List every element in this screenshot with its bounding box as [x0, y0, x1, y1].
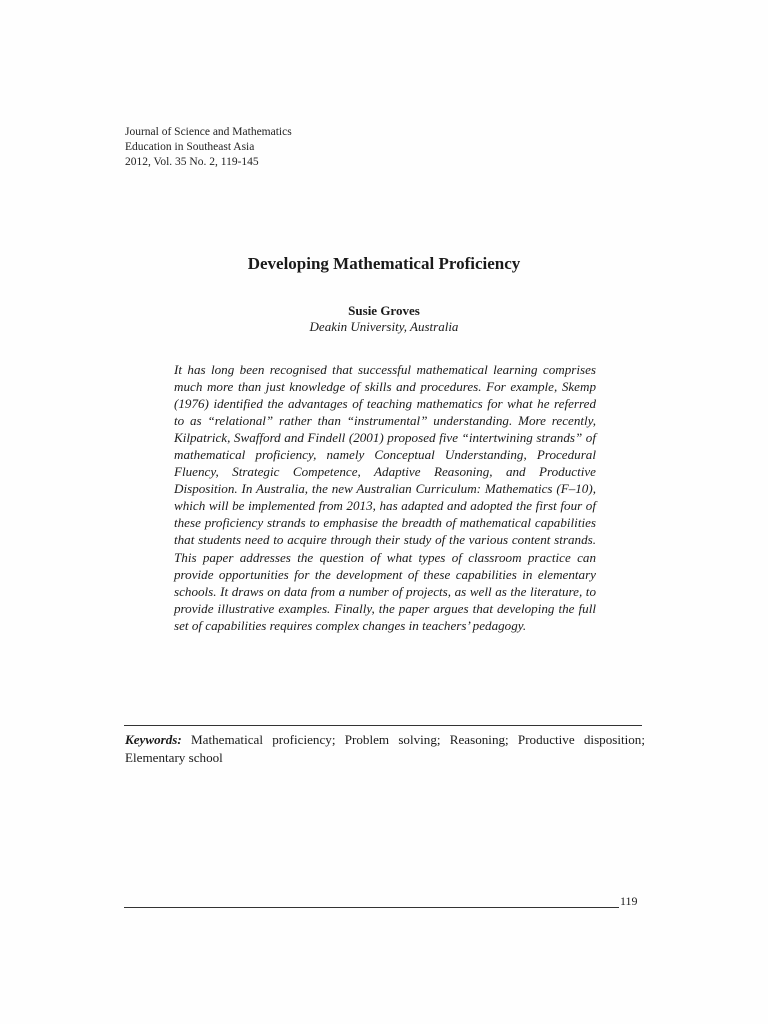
keywords-label: Keywords: [125, 732, 182, 747]
author-name: Susie Groves [348, 303, 420, 318]
journal-header [125, 125, 292, 170]
journal-name-line-1: Journal of Science and Mathematics [125, 126, 292, 138]
journal-volume-info: 2012, Vol. 35 No. 2, 119-145 [125, 156, 259, 168]
journal-name-line-2: Education in Southeast Asia [125, 141, 255, 153]
author-affiliation: Deakin University, Australia [309, 319, 459, 334]
keywords-text: Mathematical proficiency; Problem solving; Reasoning; Productive disposition; Elementary school [125, 732, 645, 765]
page-number: 119 [620, 894, 638, 908]
footer-divider [124, 907, 619, 908]
keywords-section [125, 731, 645, 767]
keywords-divider [124, 725, 642, 726]
abstract: It has long been recognised that successful mathematical learning comprises much more than just knowledge of skills and procedures. For example, Skemp (1976) identified the advantages of teaching mathematics for what he referred to as “relational” rather than “instrumental” understanding. More recently, Kilpatrick, Swafford and Findell (2001) proposed five “intertwining strands” of mathematical proficiency, namely Conceptual Understanding, Procedural Fluency, Strategic Competence, Adaptive Reasoning, and Productive Disposition. In Australia, the new Australian Curriculum: Mathematics (F–10), which will be implemented from 2013, has adapted and adopted the first four of these proficiency strands to emphasise the breadth of mathematical capabilities that students need to acquire through their study of the various content strands. This paper addresses the question of what types of classroom practice can provide opportunities for the development of these capabilities in elementary schools. It draws on data from a number of projects, as well as the literature, to provide illustrative examples. Finally, the paper argues that developing the full set of capabilities requires complex changes in teachers’ pedagogy. [174, 362, 596, 633]
article-title: Developing Mathematical Proficiency [247, 254, 521, 273]
